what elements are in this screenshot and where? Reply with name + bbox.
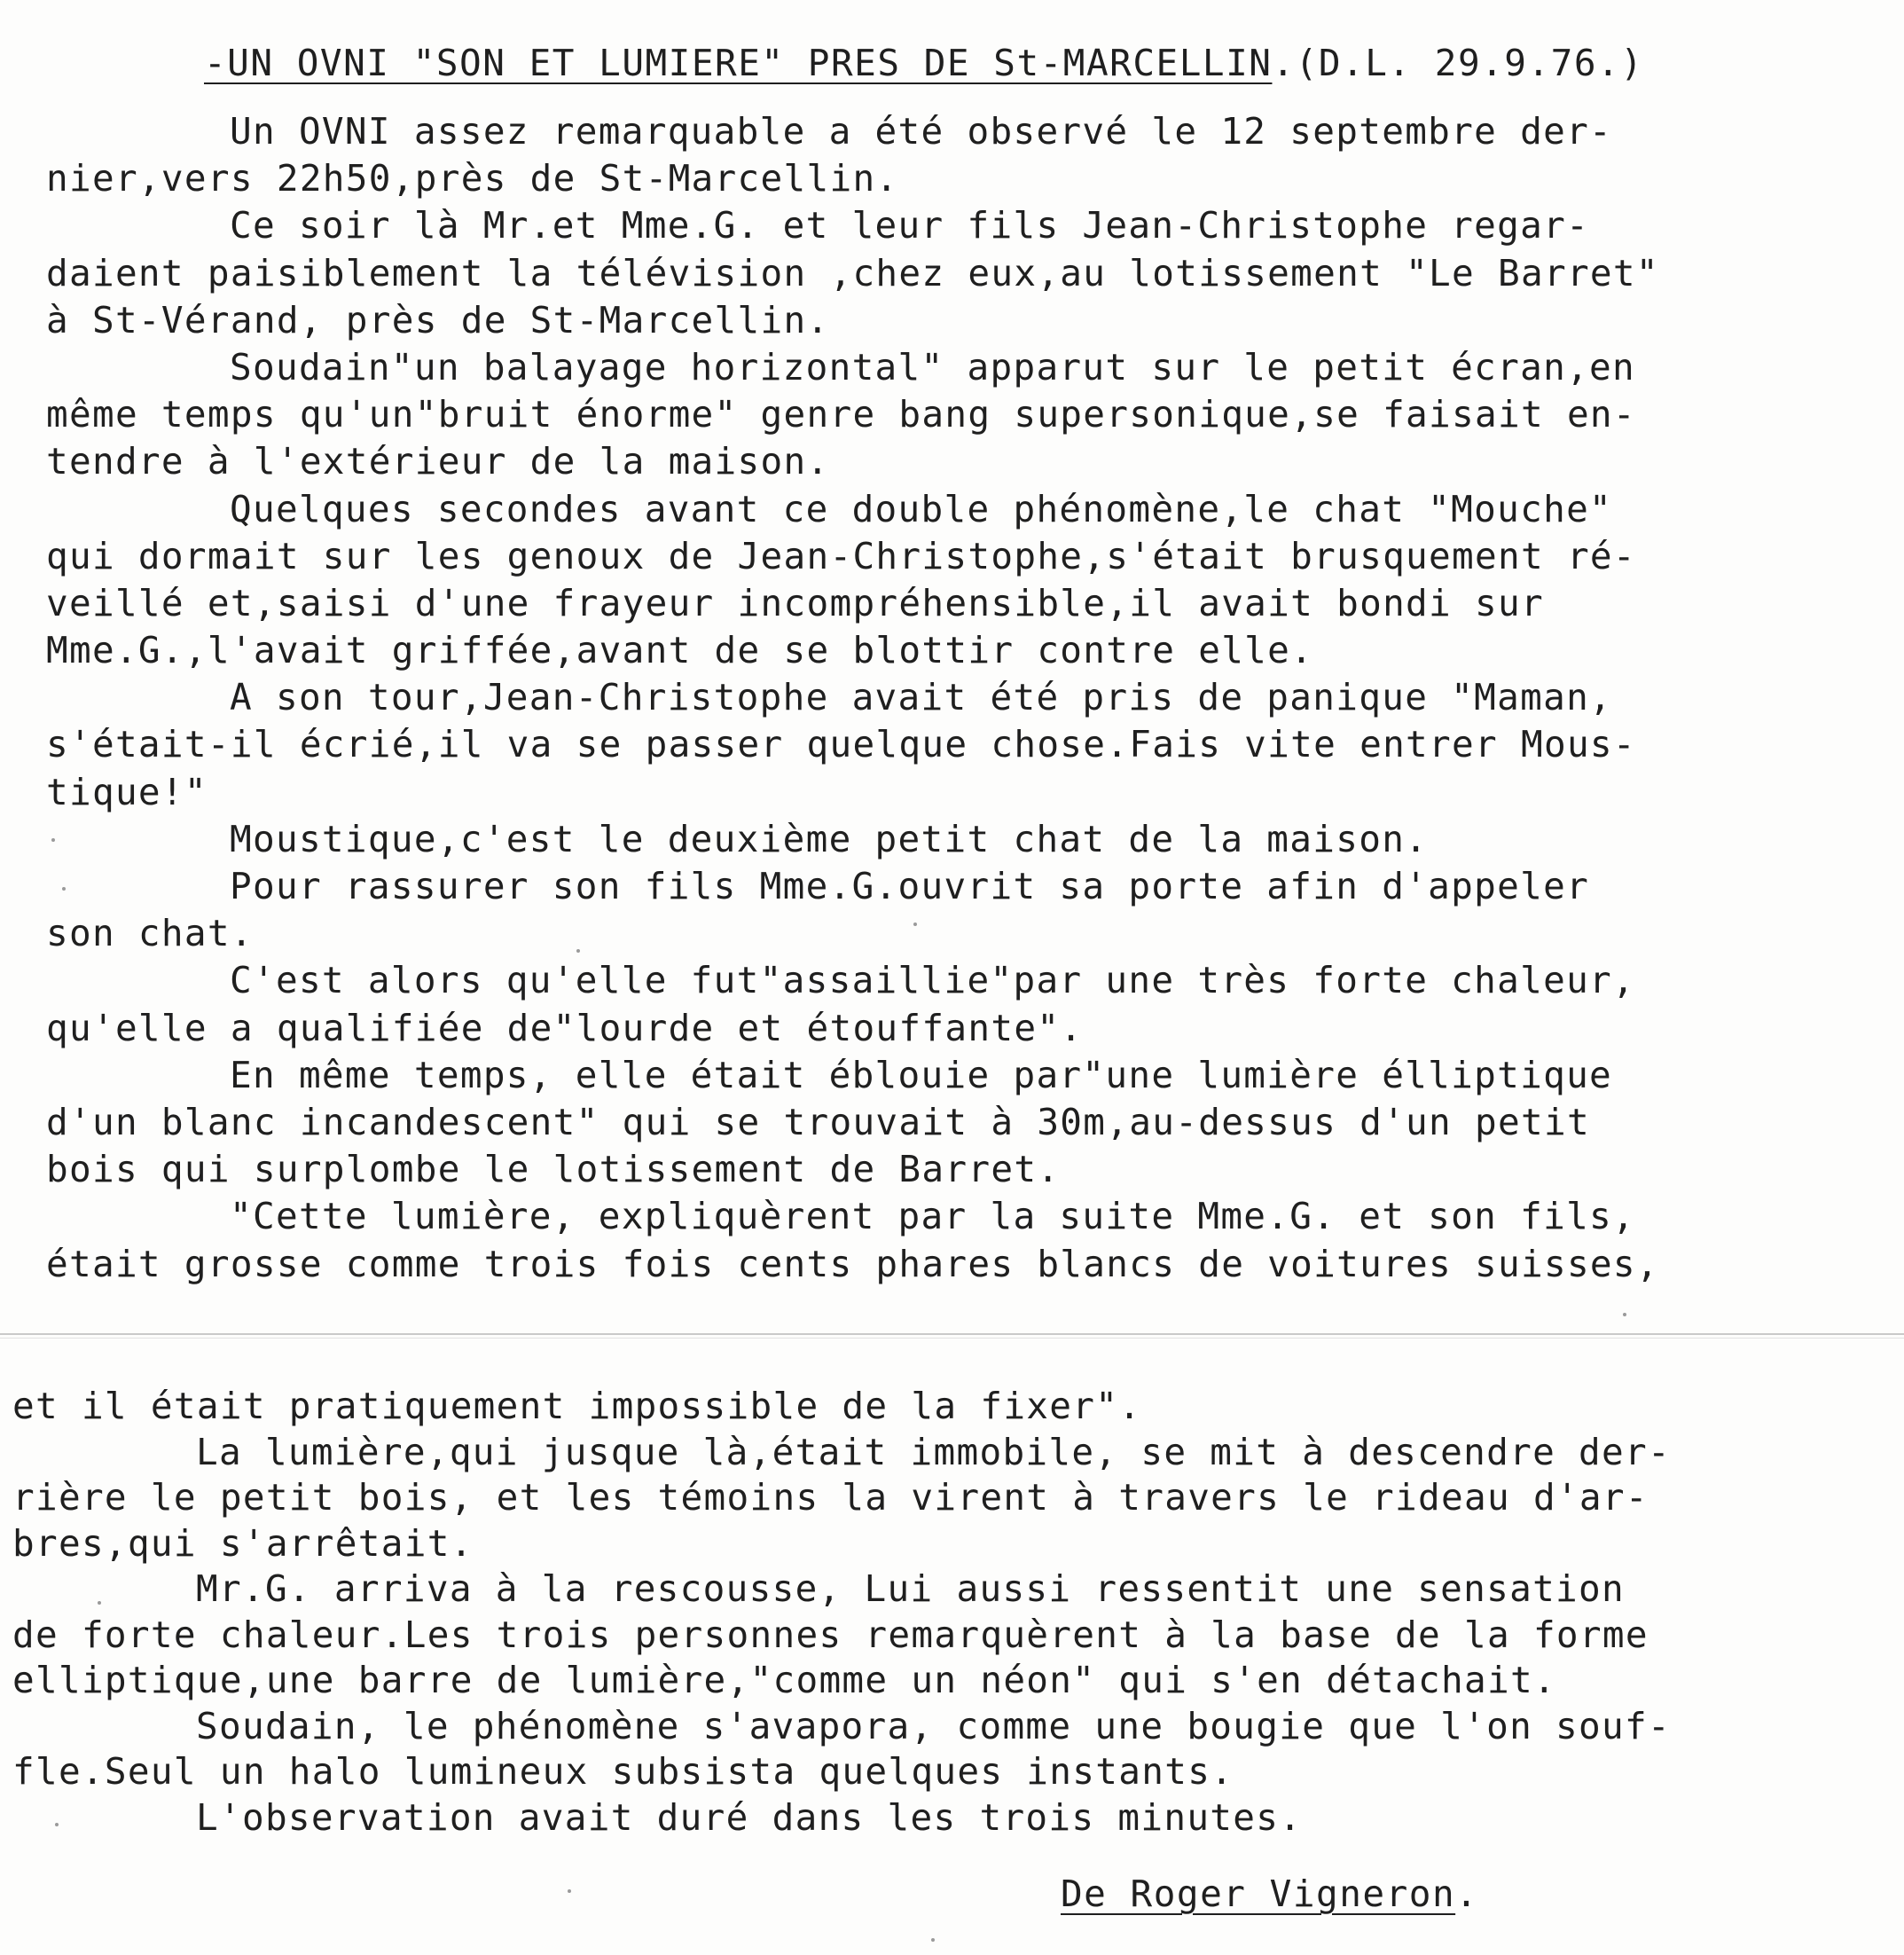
paste-seam-shadow <box>0 1338 1904 1339</box>
text-line: La lumière,qui jusque là,était immobile, se mit à descendre der- <box>196 1430 1671 1473</box>
scan-speck <box>55 1823 59 1826</box>
article-title: -UN OVNI "SON ET LUMIERE" PRES DE St-MARCELLIN <box>204 42 1273 84</box>
text-line: Pour rassurer son fils Mme.G.ouvrit sa porte afin d'appeler <box>230 865 1590 907</box>
text-line: était grosse comme trois fois cents phares blancs de voitures suisses, <box>46 1242 1659 1285</box>
text-line: En même temps, elle était éblouie par"une lumière élliptique <box>230 1053 1613 1096</box>
paste-seam <box>0 1333 1904 1335</box>
scan-speck <box>576 949 580 953</box>
author-name: De Roger Vigneron <box>1061 1873 1456 1915</box>
text-line: Ce soir là Mr.et Mme.G. et leur fils Jean-Christophe regar- <box>230 204 1590 247</box>
text-line: Mme.G.,l'avait griffée,avant de se blottir contre elle. <box>46 629 1314 672</box>
article-body-top <box>46 108 1659 1288</box>
scan-speck <box>568 1889 571 1893</box>
text-line: bois qui surplombe le lotissement de Barret. <box>46 1148 1061 1191</box>
scan-speck <box>98 1601 101 1605</box>
text-line: Soudain"un balayage horizontal" apparut sur le petit écran,en <box>230 345 1636 389</box>
signature-period: . <box>1455 1873 1479 1915</box>
text-line: s'était-il écrié,il va se passer quelque chose.Fais vite entrer Mous- <box>46 723 1636 766</box>
text-line: fle.Seul un halo lumineux subsista quelques instants. <box>12 1750 1234 1793</box>
scan-speck <box>51 838 55 842</box>
text-line: d'un blanc incandescent" qui se trouvait à 30m,au-dessus d'un petit <box>46 1100 1590 1143</box>
text-line: qui dormait sur les genoux de Jean-Christophe,s'était brusquement ré- <box>46 534 1636 577</box>
author-signature <box>1061 1872 1478 1916</box>
article-body-bottom <box>12 1384 1671 1841</box>
text-line: Un OVNI assez remarquable a été observé le 12 septembre der- <box>230 110 1613 153</box>
scan-speck <box>1623 1313 1626 1316</box>
text-line: "Cette lumière, expliquèrent par la suite Mme.G. et son fils, <box>230 1195 1636 1238</box>
text-line: Quelques secondes avant ce double phénomène,le chat "Mouche" <box>230 487 1613 530</box>
text-line: Moustique,c'est le deuxième petit chat de la maison. <box>230 817 1429 860</box>
article-source: .(D.L. 29.9.76.) <box>1272 42 1644 84</box>
text-line: daient paisiblement la télévision ,chez eux,au lotissement "Le Barret" <box>46 251 1659 294</box>
text-line: nier,vers 22h50,près de St-Marcellin. <box>46 157 899 200</box>
text-line: de forte chaleur.Les trois personnes remarquèrent à la base de la forme <box>12 1613 1649 1656</box>
text-line: bres,qui s'arrêtait. <box>12 1521 474 1565</box>
text-line: son chat. <box>46 912 254 955</box>
text-line: A son tour,Jean-Christophe avait été pris de panique "Maman, <box>230 676 1613 719</box>
text-line: veillé et,saisi d'une frayeur incompréhensible,il avait bondi sur <box>46 581 1544 624</box>
text-line: tendre à l'extérieur de la maison. <box>46 440 830 483</box>
scan-speck <box>62 887 66 891</box>
text-line: elliptique,une barre de lumière,"comme un néon" qui s'en détachait. <box>12 1659 1556 1701</box>
text-line: Soudain, le phénomène s'avapora, comme une bougie que l'on souf- <box>196 1704 1671 1747</box>
text-line: rière le petit bois, et les témoins la virent à travers le rideau d'ar- <box>12 1476 1649 1519</box>
text-line: Mr.G. arriva à la rescousse, Lui aussi ressentit une sensation <box>196 1567 1626 1610</box>
scan-speck <box>913 923 917 926</box>
text-line: qu'elle a qualifiée de"lourde et étouffante". <box>46 1006 1084 1049</box>
article-heading <box>204 41 1643 85</box>
text-line: L'observation avait duré dans les trois minutes. <box>196 1795 1303 1839</box>
text-line: tique!" <box>46 770 208 813</box>
text-line: C'est alors qu'elle fut"assaillie"par une très forte chaleur, <box>230 959 1636 1002</box>
text-line: à St-Vérand, près de St-Marcellin. <box>46 298 830 342</box>
text-line: même temps qu'un"bruit énorme" genre bang supersonique,se faisait en- <box>46 393 1636 436</box>
text-line: et il était pratiquement impossible de la fixer". <box>12 1385 1142 1427</box>
scan-speck <box>931 1938 935 1942</box>
